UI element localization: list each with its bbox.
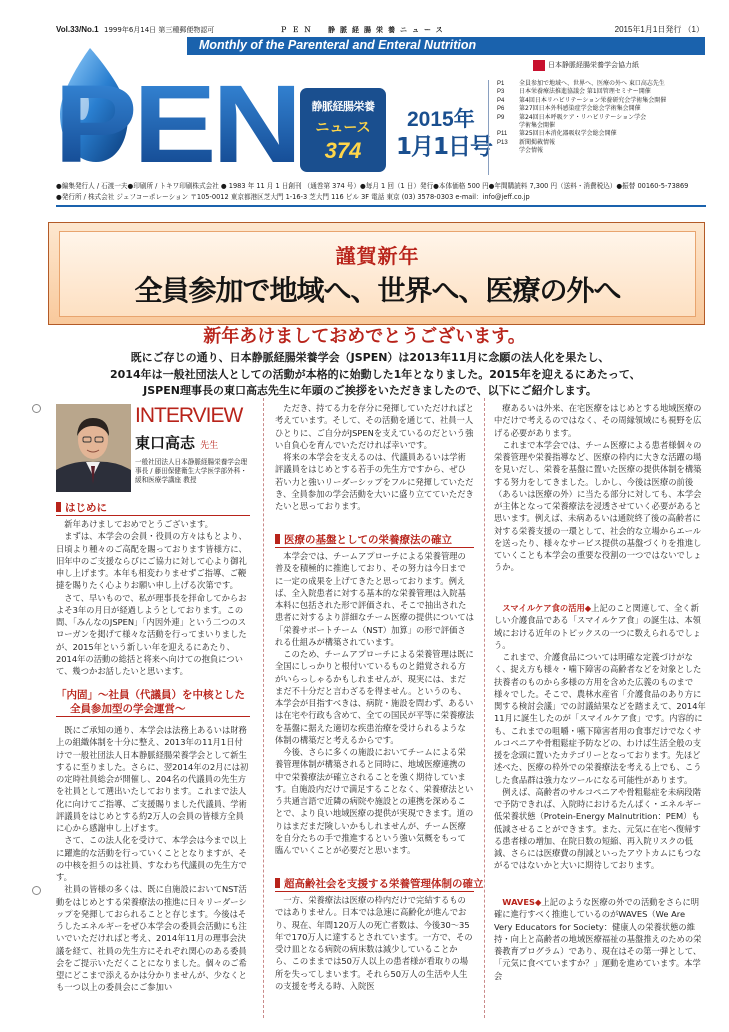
toc-item[interactable]: 学会情報: [519, 147, 544, 155]
toc-item[interactable]: P4 第4回日本リハビリテーション栄養研究会学術集会開催: [497, 96, 667, 104]
issue-reference: 2015年1月1日発行 （1）: [614, 25, 704, 34]
publisher-info-line: ●発行所 / 株式会社 ジェフコーポレーション 〒105-0012 東京都港区芝大門 1-16-3 芝大門 116 ビル 3F 電話 東京 (03) 3578-0303 e-mail：info@jeff.co.jp: [56, 193, 530, 201]
inline-heading: WAVES: [502, 897, 535, 907]
column3-smile-care: スマイルケア食の活用◆上記のこと関連して、全く新しい介護食品である「スマイルケア食」の誕生は、本領域における近年のトピックスの一つに数えられるでしょう。 これまで、介護食品については明確な定義づけがなく、捉え方も様々・噛下障害の高齢者などを対象とした扶養者のものから多様の方用を含めた広義のものまで様々でした。そこで、農林水産省「介護食品のあり方に関する検討会議」での討議結果などを踏まえて、2014年11月に誕生したのが「スマイルケア食」です。内容的にも、これまでの咀嚼・嚥下障害者用の食事だけでなくサルコペニアや骨粗鬆症予防などの、わけば生活全般の支援を念頭に置いたカテゴリーとなっております。先ほど述べた、医療の枠外での栄養療法を考える上でも、こうした食品群は強力なツールになる可能性があります。 例えば、高齢者のサルコペニアや骨粗鬆症を未病段階で予防できれば、入院時におけるたんぱく・エネルギー低栄養状態（Protein-Energy Malnutrition：PEM）も低減させることができます。また、元気に在宅へ復帰する患者様の増加、在院日数の短縮、再入院リスクの低減、さらには医療費の削減といったアウトカムにもつながるではないかと大いに期待しております。: [494, 603, 706, 871]
binder-hole-icon: [32, 886, 41, 895]
english-title: Monthly of the Parenteral and Enteral Nutrition: [199, 38, 477, 52]
top-line: [56, 24, 704, 36]
paragraph: さて、この法人化を受けて、本学会は今まで以上に躍進的な活動を行っていくこととなりますが、その中核を担うのは社員、すなわち代議員の先生方です。: [56, 835, 247, 882]
logo-text: PEN: [54, 63, 298, 186]
column1-intro: [56, 518, 250, 676]
section-heading: 「内固」～社員（代議員）を中核とした 全員参加型の学会運営～: [56, 688, 250, 717]
lead-paragraph: [110, 350, 641, 400]
issue-year: 2015年: [407, 108, 475, 131]
divider: [56, 205, 706, 207]
column3-waves: WAVES◆上記のような医療の外での活動をさらに明確に進行すべく推進しているのがWAVES（We Are Very Educators for Society：健康人の栄養状態の維持・向上と高齢者の地域医療福祉の基盤推えのための栄養教育プログラム）であり、現在はその第一弾として、「元気に食べていますか？」運動を進めています。本学会: [494, 897, 702, 981]
table-of-contents: [488, 80, 706, 175]
badge-line1: 静脈経腸栄養: [311, 100, 375, 113]
badge-number: 374: [324, 138, 362, 163]
column2-intro: [275, 402, 474, 526]
section-heading: 医療の基盤としての栄養療法の確立: [275, 532, 474, 548]
news-badge: [300, 88, 386, 172]
column3-intro: [494, 402, 706, 598]
cooperation-text: 日本静脈経腸栄養学会協力紙: [548, 61, 639, 69]
toc-item[interactable]: P11 第25回日本消化器吸収学会総会開催: [497, 130, 617, 138]
society-logo-icon: [533, 60, 545, 71]
paragraph: これまで本学会では、チーム医療による患者様個々の栄養管理や栄養指導など、医療の枠内に大きな活躍の場を見いだし、栄養を基盤に置いた医療の提供体制を構築する努力をしてきました。しかし、今後は医療の前後（あるいは医療の外）に当たる部分に対しても、本学会が主体となって栄養療法を浸透させていく必要があると思います。例えば、未病あるいは通院終了後の高齢者に対する栄養支援の一環として、社会的な立場からエールを送ったり、様々なサービス提供の基盤づくりを推進していくことも本学会の重要な役割の一つではないでしょうか。: [494, 439, 702, 573]
column2-body: [275, 550, 474, 872]
portrait-photo: [56, 404, 131, 492]
publication-info: [56, 181, 706, 203]
heading-bar-icon: [275, 878, 280, 888]
lead-line: 2014年は一般社団法人としての活動が本格的に始動した1年となりました。2015年を迎えるにあたって、: [110, 367, 641, 381]
issue-date: 1月1日号: [396, 134, 493, 160]
paragraph: 一方、栄養療法は医療の枠内だけで完結するものではありません。日本では急速に高齢化が進んでおり、現在、年間120万人の死亡者数は、今後30～35年で170万人に達するとされています。一方で、その受け皿となる病院の病床数は減少していることから、このままでは50万人以上の患者様が看取りの場所を失ってしまいます。それら50万人の生活や人生の支援を考える時、入院医: [275, 895, 473, 991]
toc-item[interactable]: P6 第27回日本外科感染症学会総会学術集会開催: [497, 105, 641, 113]
heading-bar-icon: [275, 534, 280, 544]
binder-hole-icon: [32, 404, 41, 413]
column1-body: [56, 724, 250, 1018]
column2-tail: [275, 894, 474, 1018]
publication-info-line: ●編集発行人 / 石渡一夫●印刷所 / トキワ印刷株式会社 ● 1983 年 11 月 1 日創刊 （通巻第 374 号）●毎月 1 回（1 日）発行●本体価格 500 円●年間購読料 7,300 円（送料・消費税込）●振替 00160-5-73869: [56, 182, 689, 190]
heading-bar-icon: [56, 502, 61, 512]
column-divider: [484, 398, 485, 1018]
toc-item[interactable]: P1 全員参加で地域へ、世界へ、医療の外へ 東口高志先生: [497, 80, 665, 87]
paragraph: 既にご承知の通り、本学会は法務上あるいは財務上の組織体制を十分に整え、2013年の11月1日付けで一般社団法人日本静脈経腸栄養学会として新生するに至りました。さらに、翌2014年の2月には初の定時社員総会が開催し、204名の代議員の先生方を社員として選出いたしております。これまで法人化に向けてご指導、ご支援賜りました代議員、学術評議員をはじめとする約2万人の会員の皆様方全員に心から感謝申し上げます。: [56, 725, 249, 833]
interviewee-name: 東口高志 先生: [135, 434, 219, 452]
paragraph: 新年あけましておめでとうございます。: [64, 519, 213, 529]
registration-note: 1999年6月14日 第三種郵便物認可: [104, 26, 215, 34]
paragraph: このため、チームアプローチによる栄養管理は既に全国にしっかりと根付いているものと錯覚される方がいらっしゃるかもしれませんが、現実には、まだまだ不十分だと言わざるを得ません。というのも、本学会が目指すべきは、病院・施設を問わず、あるいは在宅や行政も含めて、全ての国民が平等に栄養療法を基盤に据えた適切な疾患治療を受けられるような体制の構築だと考えるからです。: [275, 649, 474, 745]
paragraph: 療あるいは外来、在宅医療をはじめとする地域医療の中だけで考えるのではなく、その周縁領域にも視野を広げる必要があります。: [494, 403, 702, 438]
toc-item[interactable]: P9 第24回日本呼吸ケア・リハビリテーション学会: [497, 113, 647, 121]
section-heading: はじめに: [56, 500, 250, 516]
headline-banner: [48, 222, 705, 325]
honorific: 先生: [200, 441, 219, 451]
paragraph: 社員の皆様の多くは、既に自施設においてNST活動をはじめとする栄養療法の推進に日々リーダーシップを発揮しておられることと存じます。今後はそうしたエネルギーをぜひ本学会の委員会活動にも注いでいただければと考え、2014年11月の理事会決議を経て、社員の先生方にそれぞれ関心のある委員会をご提示いただくことになりました。個々のご希望にどこまで添えるかは分かりませんが、少なくとも一つ以上の委員会にご参加い: [56, 884, 247, 993]
column-divider: [263, 398, 264, 1018]
paragraph: 今後、さらに多くの施設においてチームによる栄養管理体制が構築されると同時に、地域医療連携の中で栄養療法が確立されることを強く期待しています。自施設内だけで満足することなく、栄養療法という共通言語で近隣の病院や施設との連携を深めることで、より良い地域医療の提供が実現できます。道のりはまだまだ険しいかもしれませんが、チーム医療を自分たちの手で推進するという強い気概をもって臨んでいくことが必要だと思います。: [275, 747, 474, 855]
paragraph: 本学会では、チームアプローチによる栄養管理の普及を積極的に推進しており、その努力は今日までに一定の成果を上げてきたと思っております。例えば、全入院患者に対する基本的な栄養管理は入院基本料に包括された形で評価され、そこで抽出された患者に対するより詳細なチーム医療の提供については「栄養サポートチーム（NST）加算」の形で評価される仕組みが構築されています。: [275, 551, 474, 647]
japanese-title: ＰＥＮ 静脈経腸栄養ニュース: [280, 26, 448, 34]
toc-item[interactable]: 学術集会開催: [519, 121, 556, 129]
paragraph: 将来の本学会を支えるのは、代議員あるいは学術評議員をはじめとする若手の先生方ですから、ぜひ若い力と強いリーダーシップをフルに発揮していただき、全員参加の学会活動を大いに盛り立てていただきたいと思っております。: [275, 452, 474, 511]
interviewee-affiliation: 一般社団法人日本静脈経腸栄養学会理事長 / 藤田保健衛生大学医学部外科・緩和医療学講座 教授: [135, 458, 248, 485]
cooperation-note: [533, 58, 705, 72]
section-heading: 超高齢社会を支援する栄養管理体制の確立: [275, 876, 474, 892]
paragraph: さて、早いもので、私が理事長を拝命してからおよそ3年の月日が経過しようとしております。この間、「みんなのJSPEN」「内因外連」という二つのスローガンを掲げて様々な活動を行ってまいりましたが、2015年という新しい年を迎えるにあたり、2014年の活動の総括と将来へ向けての抱負について、幾つかお話したいと思います。: [56, 592, 247, 676]
toc-item[interactable]: P3 日本栄養療法推進協議会 第1回管理セミナー開催: [497, 88, 651, 96]
lead-line: 既にご存じの通り、日本静脈経腸栄養学会（JSPEN）は2013年11月に念願の法人化を果たし、: [130, 351, 610, 364]
badge-line2: ニュース: [315, 120, 371, 136]
paragraph: 例えば、高齢者のサルコペニアや骨粗鬆症を未病段階で予防できれば、入院時におけるたんぱく・エネルギー低栄養状態（Protein-Energy Malnutrition：PEM）も低減させることができます。また、元気に在宅へ復帰する患者様の増加、在院日数の短縮、再入院リスクの低減、さらには医療費の削減といったアウトカムにもつながるではないかと大いに期待しております。: [494, 786, 702, 871]
greeting-heading: 新年あけましておめでとうございます。: [203, 326, 526, 347]
inline-heading: スマイルケア食の活用: [502, 603, 585, 613]
paragraph: ただき、持てる力を存分に発揮していただければと考えています。そして、その活動を通じて、社員一人ひとりに、ご自分がJSPENを支えているのだという強い自負心を育んでいただければ幸いです。: [275, 403, 474, 450]
volume-number: Vol.33/No.1: [56, 25, 99, 34]
paragraph: これまで、介護食品については明確な定義づけがなく、捉え方も様々・噛下障害の高齢者などを対象とした扶養者のものから多様の方用を含めた広義のものまで様々でした。そこで、農林水産省「介護食品のあり方に関する検討会議」での討議結果などを踏まえて、2014年11月に誕生したのが「スマイルケア食」です。内容的にも、これまでの咀嚼・嚥下障害者用の食事だけでなくサルコペニアや骨粗鬆症予防などの、わけば生活全般の支援を念頭に置いたカテゴリーとなっております。先ほど述べた、医療の枠外での栄養療法を考える上でも、こうした食品群は強力なツールになる可能性があります。: [494, 652, 706, 785]
interview-label: INTERVIEW: [135, 404, 243, 427]
paragraph: まずは、本学会の会員・役員の方々はもとより、日頃より種々のご高配を賜っております皆様方に、旧年中のご支援ならびにご協力に対して心より御礼申し上げます。本年も相変わりませずご指導、ご鞭撻を賜りたく心よりお願い申し上げる次第です。: [56, 531, 247, 591]
banner-headline: 全員参加で地域へ、世界へ、医療の外へ: [134, 274, 621, 307]
pen-logo: [52, 44, 302, 186]
toc-item[interactable]: P13 新聞掲載情報: [497, 138, 556, 146]
banner-subtitle: 謹賀新年: [335, 244, 420, 268]
lead-line: JSPEN理事長の東口高志先生に年頭のご挨拶をいただきましたので、以下にご紹介します。: [143, 384, 597, 397]
